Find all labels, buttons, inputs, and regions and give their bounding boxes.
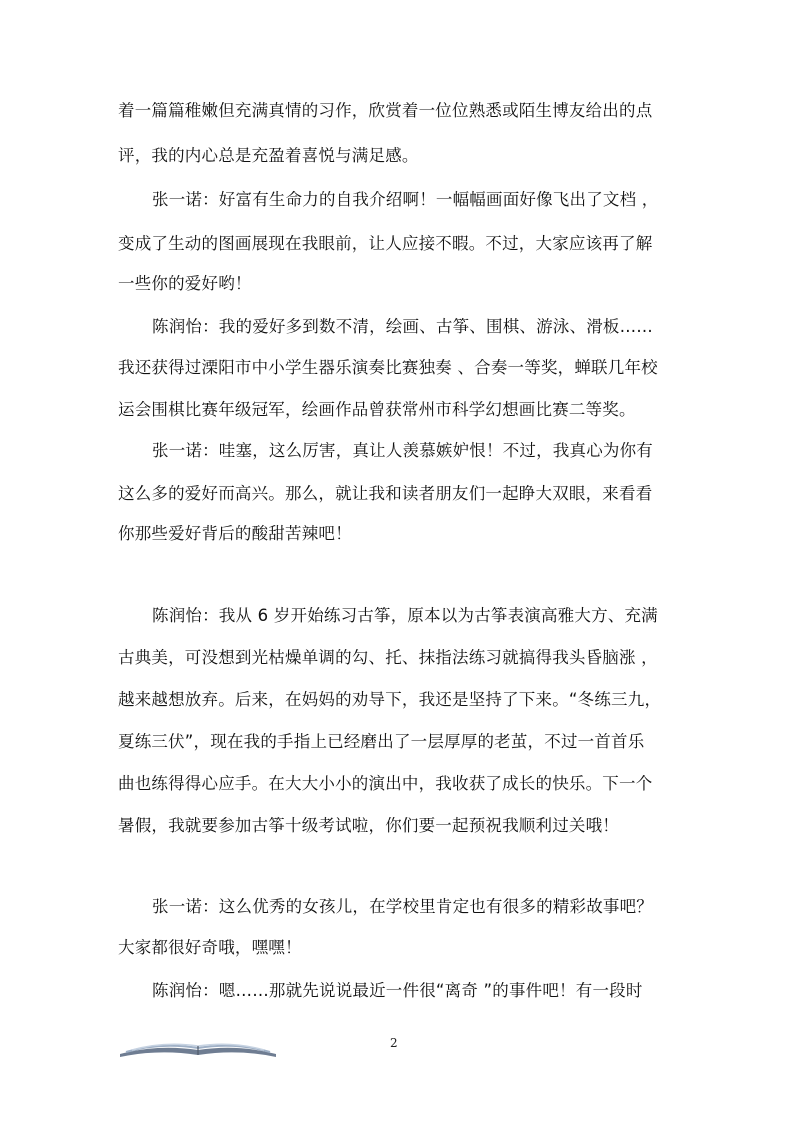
paragraph-line: 曲也练得得心应手。在大大小小的演出中，我收获了成长的快乐。下一个 (118, 774, 653, 793)
paragraph-line: 陈润怡：我的爱好多到数不清，绘画、古筝、围棋、游泳、滑板…… (152, 317, 653, 336)
paragraph-line: 你那些爱好背后的酸甜苦辣吧！ (118, 524, 352, 543)
paragraph-line: 暑假，我就要参加古筝十级考试啦，你们要一起预祝我顺利过关哦！ (118, 816, 619, 835)
paragraph-line: 越来越想放弃。后来，在妈妈的劝导下，我还是坚持了下来。“冬练三九， (118, 690, 662, 709)
paragraph-line: 这么多的爱好而高兴。那么，就让我和读者朋友们一起睁大双眼，来看看 (118, 484, 653, 503)
paragraph-line: 陈润怡：我从 6 岁开始练习古筝，原本以为古筝表演高雅大方、充满 (152, 606, 658, 625)
paragraph-line: 大家都很好奇哦，嘿嘿！ (118, 938, 302, 957)
paragraph-line: 张一诺：这么优秀的女孩儿，在学校里肯定也有很多的精彩故事吧？ (152, 897, 653, 916)
paragraph-line: 着一篇篇稚嫩但充满真情的习作，欣赏着一位位熟悉或陌生博友给出的点 (118, 101, 653, 120)
paragraph-line: 变成了生动的图画展现在我眼前，让人应接不暇。不过，大家应该再了解 (118, 234, 653, 253)
paragraph-line: 一些你的爱好哟！ (118, 274, 252, 293)
paragraph-line: 评，我的内心总是充盈着喜悦与满足感。 (118, 146, 419, 165)
open-book-icon (118, 1036, 278, 1058)
paragraph-line: 古典美，可没想到光枯燥单调的勾、托、抹指法练习就搞得我头昏脑涨 ， (118, 648, 658, 667)
paragraph-line: 运会围棋比赛年级冠军，绘画作品曾获常州市科学幻想画比赛二等奖。 (118, 400, 636, 419)
paragraph-line: 张一诺：哇塞，这么厉害，真让人羡慕嫉妒恨！不过，我真心为你有 (152, 441, 653, 460)
paragraph-line: 我还获得过溧阳市中小学生器乐演奏比赛独奏 、合奏一等奖，蝉联几年校 (118, 358, 658, 377)
paragraph-line: 陈润怡：嗯……那就先说说最近一件很“离奇 ”的事件吧！有一段时 (152, 981, 643, 1000)
paragraph-line: 夏练三伏”，现在我的手指上已经磨出了一层厚厚的老茧，不过一首首乐 (118, 732, 645, 751)
paragraph-line: 张一诺：好富有生命力的自我介绍啊！一幅幅画面好像飞出了文档 ， (152, 190, 659, 209)
page-number: 2 (390, 1036, 398, 1050)
